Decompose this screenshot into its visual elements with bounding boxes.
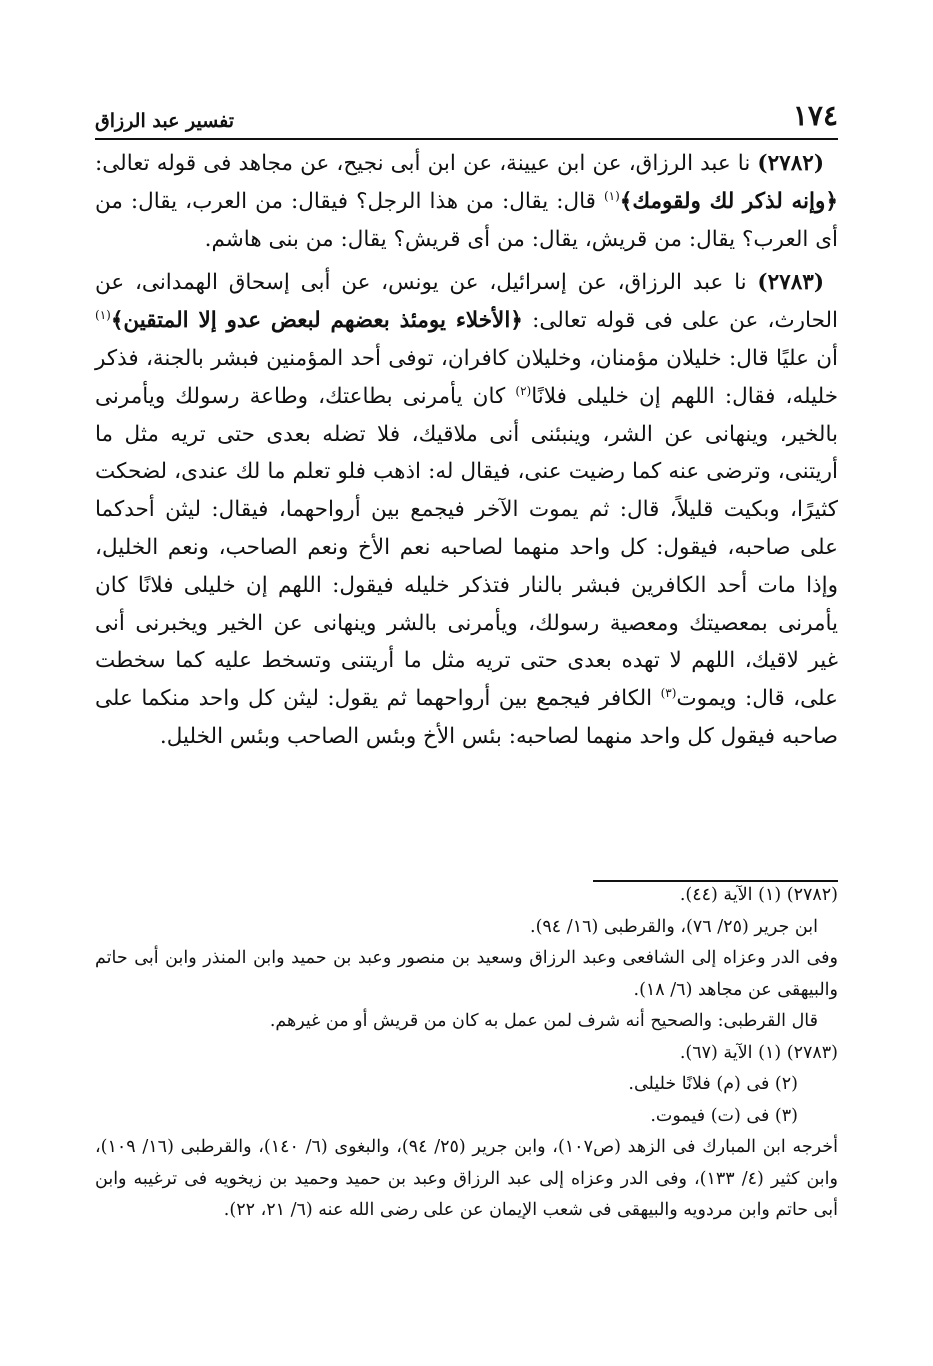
footnote-line: (٢٧٨٣) (١) الآية (٦٧). [679,1042,838,1063]
footnote-ref: (٢) [515,383,532,398]
footnote-line: (٣) فى (ت) فيموت. [650,1105,798,1126]
hadith-2782 [95,145,838,258]
hadith-text: نا عبد الرزاق، عن ابن عيينة، عن ابن أبى نجيح، عن مجاهد فى قوله تعالى: [95,151,758,176]
main-text [95,145,838,762]
footnote-line: أخرجه ابن المبارك فى الزهد (ص١٠٧)، وابن جرير (٢٥/ ٩٤)، والبغوى (٦/ ١٤٠)، والقرطبى (١٦/ ١٠٩)، وابن كثير (٤/ ١٣٣)، وفى الدر وعزاه إلى عبد الرزاق وعبد بن حميد وحميد بن زيخويه فى ترغيبه وابن أبى حاتم وابن مردويه والبيهقى فى شعب الإيمان عن على رضى الله عنه (٦/ ٢١، ٢٢). [95,1137,838,1220]
footnote-ref: (٣) [660,686,677,700]
hadith-number: (٢٧٨٣) [757,270,824,296]
footnote-ref: (١) [95,308,111,323]
hadith-text: قال: يقال: من هذا الرجل؟ فيقال: من العرب، يقال: من أى العرب؟ يقال: من قريش، يقال: من أى قريش؟ يقال: من بنى هاشم. [95,188,838,252]
footnote-line: وفى الدر وعزاه إلى الشافعى وعبد الرزاق وسعيد بن منصور وعبد بن حميد وابن المنذر وابن أبى حاتم والبيهقى عن مجاهد (٦/ ١٨). [95,948,838,1000]
footnote-line: (٢٧٨٢) (١) الآية (٤٤). [679,885,838,905]
footnote-ref: (١) [603,188,620,203]
hadith-text: نا عبد الرزاق، عن إسرائيل، عن يونس، عن أبى إسحاق الهمدانى، عن الحارث، عن على فى قوله تعالى: [95,270,838,334]
hadith-text: الكافر فيجمع بين أرواحهما ثم يقول: ليثن كل واحد منكما على صاحبه فيقول كل واحد منهما لصاحبه: بئس الأخ وبئس الصاحب وبئس الخليل. [95,686,838,749]
page-number: ١٧٤ [792,99,838,132]
page-header [95,92,838,140]
quran-verse: ﴿وإنه لذكر لك ولقومك﴾ [619,188,838,214]
running-title: تفسير عبد الرزاق [95,110,235,132]
footnotes [95,880,838,1227]
hadith-text: كان يأمرنى بطاعتك، وطاعة رسولك ويأمرنى بالخير، وينهانى عن الشر، وينبئنى أنى ملاقيك، فلا تضله بعدى حتى تريه مثل ما أريتنى، وترضى عنه كما رضيت عنى، فيقال له: اذهب فلو تعلم ما لك عندى، لضحكت كثيرًا، وبكيت قليلاً، قال: ثم يموت الآخر فيجمع بين أرواحهما، فيقال: ليثن أحدكما على صاحبه، فيقول: كل واحد منهما لصاحبه نعم الأخ ونعم الصاحب، ونعم الخليل، وإذا مات أحد الكافرين فبشر بالنار فتذكر خليله فيقول: اللهم إن خليلى فلانًا كان يأمرنى بمعصيتك ومعصية رسولك، ويأمرنى بالشر وينهانى عن الخير ويخبرنى أنى غير لاقيك، اللهم لا تهده بعدى حتى تريه مثل ما أريتنى وتسخط عليه كما سخطت على، قال: ويموت [95,383,838,712]
footnote-line: (٢) فى (م) فلانًا خليلى. [628,1074,798,1094]
quran-verse: ﴿الأخلاء يومئذ بعضهم لبعض عدو إلا المتقين﴾ [110,308,523,334]
hadith-text: أن عليًا قال: خليلان مؤمنان، وخليلان كافران، توفى أحد المؤمنين فبشر بالجنة، فذكر خليله، فقال: اللهم إن خليلى فلانًا [95,345,838,409]
footnote-line: ابن جرير (٢٥/ ٧٦)، والقرطبى (١٦/ ٩٤). [530,916,818,937]
hadith-number: (٢٧٨٢) [757,151,824,176]
hadith-2783 [95,264,838,755]
footnote-line: قال القرطبى: والصحيح أنه شرف لمن عمل به كان من قريش أو من غيرهم. [269,1011,818,1031]
